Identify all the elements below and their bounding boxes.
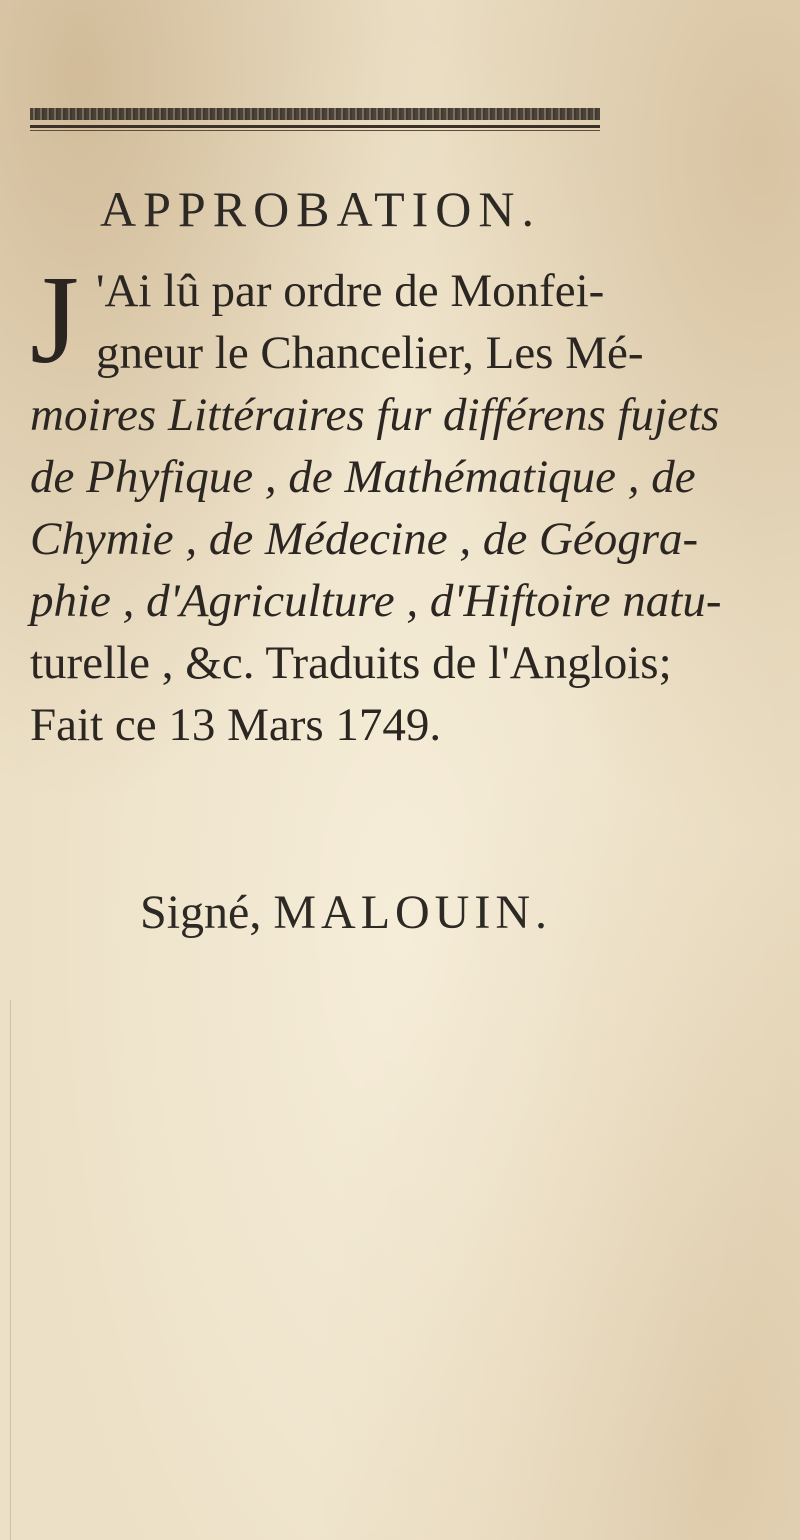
text-line-4: de Phyfique , de Mathématique , de bbox=[30, 451, 696, 503]
ornament-rule bbox=[30, 125, 600, 128]
drop-cap: J bbox=[30, 251, 80, 390]
approbation-text bbox=[30, 251, 722, 756]
text-line-5: Chymie , de Médecine , de Géogra- bbox=[30, 513, 699, 565]
text-line-2: gneur le Chancelier, Les Mé- bbox=[96, 327, 644, 379]
text-line-8: Fait ce 13 Mars 1749. bbox=[30, 699, 442, 751]
signature-prefix: Signé, bbox=[140, 886, 262, 939]
paper-crease bbox=[10, 1000, 11, 1540]
signature-name: MALOUIN. bbox=[273, 886, 552, 939]
text-line-6: phie , d'Agriculture , d'Hiftoire natu- bbox=[30, 575, 722, 627]
ornament-rule-thin bbox=[30, 130, 600, 131]
text-line-7: turelle , &c. Traduits de l'Anglois; bbox=[30, 637, 672, 689]
page-title: APPROBATION. bbox=[100, 181, 542, 237]
text-line-3: moires Littéraires fur différens fujets bbox=[30, 389, 720, 441]
ornament-band bbox=[30, 108, 600, 120]
signature bbox=[140, 885, 552, 940]
text-line-1: 'Ai lû par ordre de Monfei- bbox=[96, 265, 605, 317]
header-ornament bbox=[30, 100, 600, 144]
